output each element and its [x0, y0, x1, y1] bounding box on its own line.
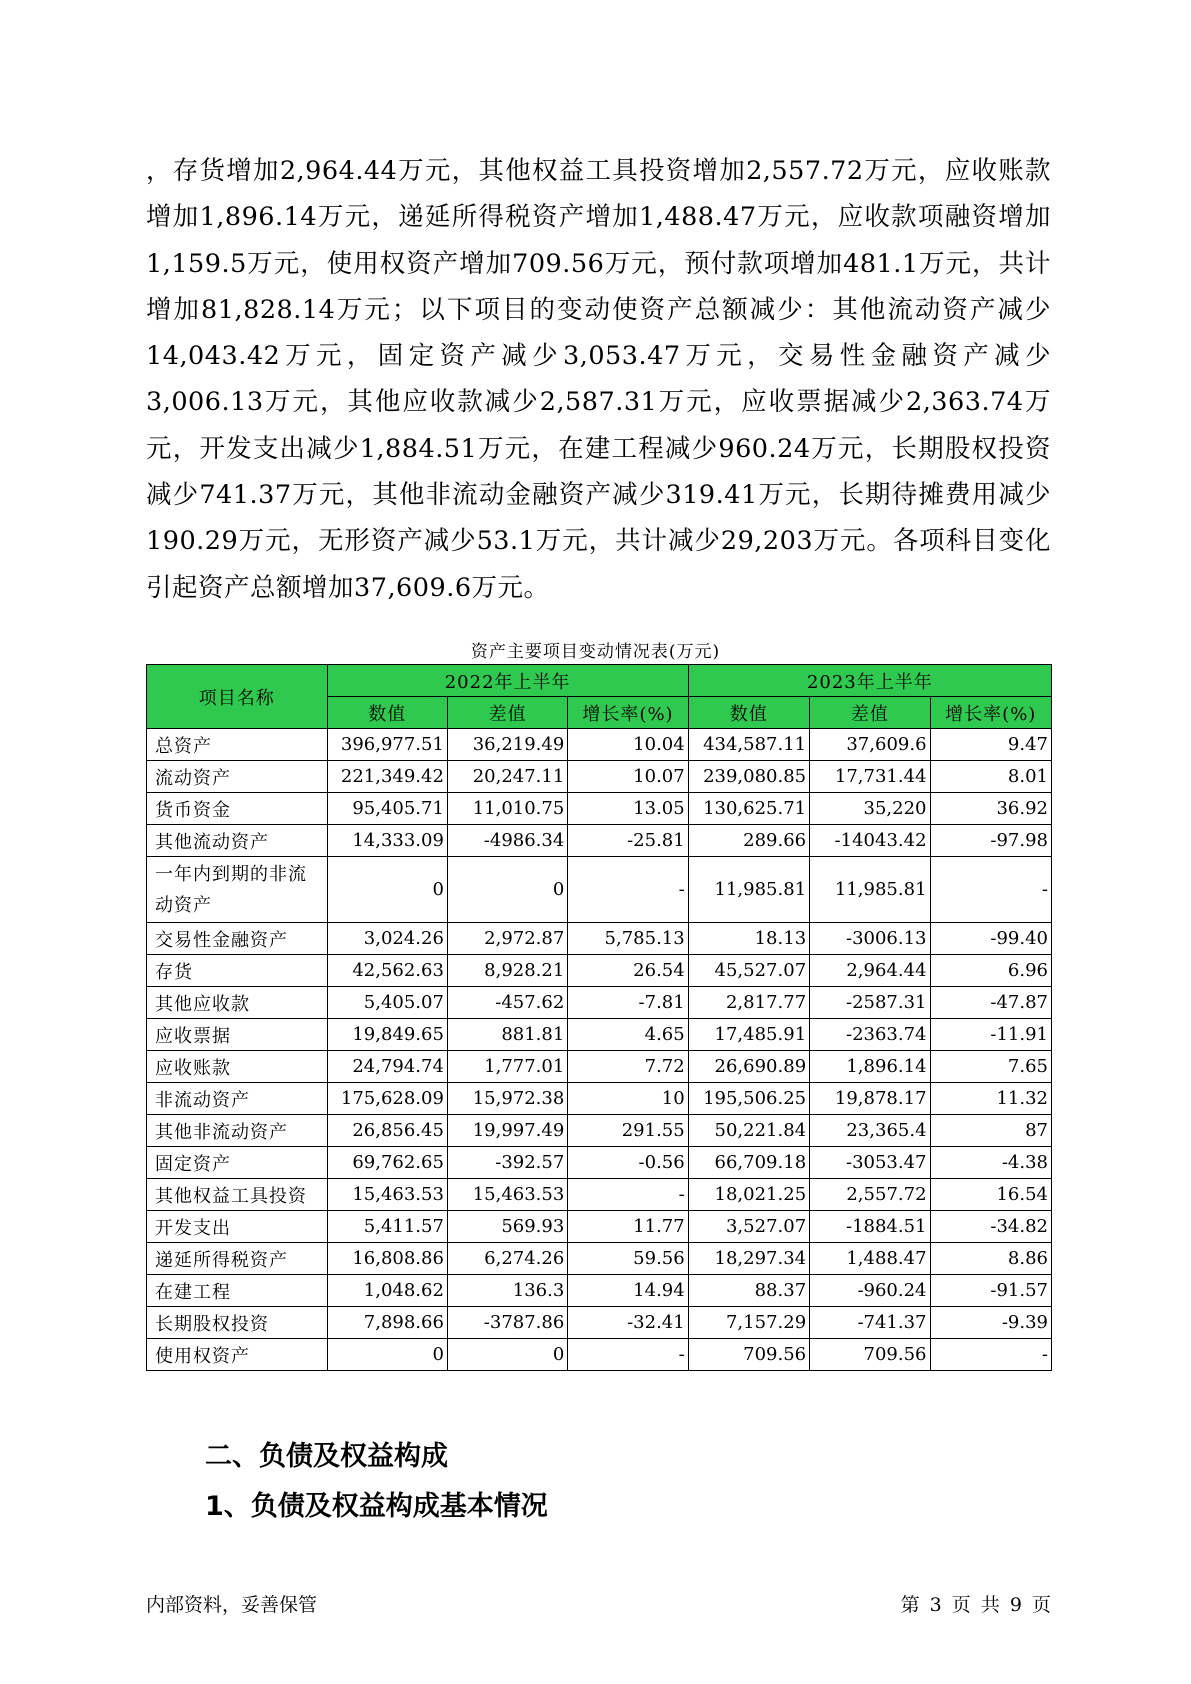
row-name: 交易性金融资产 [147, 923, 328, 955]
row-name: 长期股权投资 [147, 1307, 328, 1339]
row-name: 总资产 [147, 729, 328, 761]
growth-2023: - [930, 1339, 1051, 1371]
growth-2022: 11.77 [568, 1211, 688, 1243]
subheader-diff: 差值 [447, 697, 567, 729]
diff-2022: 136.3 [447, 1275, 567, 1307]
value-2022: 42,562.63 [327, 955, 447, 987]
value-2023: 289.66 [688, 825, 809, 857]
value-2022: 24,794.74 [327, 1051, 447, 1083]
diff-2023: 23,365.4 [810, 1115, 930, 1147]
diff-2022: -3787.86 [447, 1307, 567, 1339]
diff-2022: -4986.34 [447, 825, 567, 857]
growth-2023: - [930, 857, 1051, 923]
value-2022: 0 [327, 1339, 447, 1371]
table-row [147, 1275, 1052, 1307]
row-name: 其他非流动资产 [147, 1115, 328, 1147]
value-2023: 66,709.18 [688, 1147, 809, 1179]
value-2022: 19,849.65 [327, 1019, 447, 1051]
table-row [147, 1179, 1052, 1211]
body-paragraph: ，存货增加2,964.44万元，其他权益工具投资增加2,557.72万元，应收账款增加1,896.14万元，递延所得税资产增加1,488.47万元，应收款项融资增加1,159.5万元，使用权资产增加709.56万元，预付款项增加481.1万元，共计增加81,828.14万元；以下项目的变动使资产总额减少：其他流动资产减少14,043.42万元，固定资产减少3,053.47万元，交易性金融资产减少3,006.13万元，其他应收款减少2,587.31万元，应收票据减少2,363.74万元，开发支出减少1,884.51万元，在建工程减少960.24万元，长期股权投资减少741.37万元，其他非流动金融资产减少319.41万元，长期待摊费用减少190.29万元，无形资产减少53.1万元，共计减少29,203万元。各项科目变化引起资产总额增加37,609.6万元。 [146, 156, 1051, 603]
table-row [147, 955, 1052, 987]
diff-2023: 1,896.14 [810, 1051, 930, 1083]
diff-2022: 36,219.49 [447, 729, 567, 761]
row-name: 其他流动资产 [147, 825, 328, 857]
row-name: 非流动资产 [147, 1083, 328, 1115]
row-name: 一年内到期的非流动资产 [147, 857, 328, 923]
table-caption: 资产主要项目变动情况表(万元) [470, 642, 721, 662]
growth-2022: - [568, 1339, 688, 1371]
subheader-growth: 增长率(%) [568, 697, 688, 729]
table-row [147, 1115, 1052, 1147]
value-2023: 50,221.84 [688, 1115, 809, 1147]
growth-2022: 10.04 [568, 729, 688, 761]
value-2023: 2,817.77 [688, 987, 809, 1019]
diff-2022: -392.57 [447, 1147, 567, 1179]
diff-2022: 0 [447, 857, 567, 923]
table-row [147, 1307, 1052, 1339]
growth-2022: 10.07 [568, 761, 688, 793]
value-2023: 18,021.25 [688, 1179, 809, 1211]
diff-2023: -2587.31 [810, 987, 930, 1019]
value-2023: 88.37 [688, 1275, 809, 1307]
table-row [147, 729, 1052, 761]
diff-2023: 2,557.72 [810, 1179, 930, 1211]
value-2023: 195,506.25 [688, 1083, 809, 1115]
table-row [147, 1243, 1052, 1275]
table-row [147, 857, 1052, 923]
diff-2023: 11,985.81 [810, 857, 930, 923]
diff-2023: 19,878.17 [810, 1083, 930, 1115]
subheader-growth: 增长率(%) [930, 697, 1051, 729]
diff-2023: -3053.47 [810, 1147, 930, 1179]
table-body [147, 729, 1052, 1371]
value-2023: 7,157.29 [688, 1307, 809, 1339]
diff-2022: 11,010.75 [447, 793, 567, 825]
growth-2023: -91.57 [930, 1275, 1051, 1307]
diff-2023: 17,731.44 [810, 761, 930, 793]
growth-2022: 59.56 [568, 1243, 688, 1275]
growth-2023: -97.98 [930, 825, 1051, 857]
row-name: 固定资产 [147, 1147, 328, 1179]
growth-2023: 36.92 [930, 793, 1051, 825]
diff-2023: -741.37 [810, 1307, 930, 1339]
diff-2022: 8,928.21 [447, 955, 567, 987]
diff-2023: -3006.13 [810, 923, 930, 955]
value-2022: 69,762.65 [327, 1147, 447, 1179]
growth-2022: 14.94 [568, 1275, 688, 1307]
row-name: 流动资产 [147, 761, 328, 793]
diff-2022: 15,463.53 [447, 1179, 567, 1211]
growth-2022: - [568, 1179, 688, 1211]
value-2023: 709.56 [688, 1339, 809, 1371]
diff-2022: 0 [447, 1339, 567, 1371]
growth-2023: 6.96 [930, 955, 1051, 987]
value-2023: 3,527.07 [688, 1211, 809, 1243]
table-row [147, 923, 1052, 955]
subheader-value: 数值 [327, 697, 447, 729]
value-2023: 130,625.71 [688, 793, 809, 825]
growth-2023: -99.40 [930, 923, 1051, 955]
subheader-value: 数值 [688, 697, 809, 729]
growth-2022: 5,785.13 [568, 923, 688, 955]
growth-2022: 26.54 [568, 955, 688, 987]
growth-2022: -0.56 [568, 1147, 688, 1179]
growth-2023: -34.82 [930, 1211, 1051, 1243]
diff-2023: 2,964.44 [810, 955, 930, 987]
value-2022: 26,856.45 [327, 1115, 447, 1147]
diff-2023: 37,609.6 [810, 729, 930, 761]
value-2023: 11,985.81 [688, 857, 809, 923]
growth-2023: -4.38 [930, 1147, 1051, 1179]
value-2022: 7,898.66 [327, 1307, 447, 1339]
value-2022: 5,405.07 [327, 987, 447, 1019]
value-2022: 14,333.09 [327, 825, 447, 857]
header-item-name: 项目名称 [147, 665, 328, 729]
growth-2023: 87 [930, 1115, 1051, 1147]
value-2022: 396,977.51 [327, 729, 447, 761]
value-2022: 95,405.71 [327, 793, 447, 825]
row-name: 其他应收款 [147, 987, 328, 1019]
growth-2022: 7.72 [568, 1051, 688, 1083]
value-2022: 1,048.62 [327, 1275, 447, 1307]
growth-2023: 7.65 [930, 1051, 1051, 1083]
growth-2022: -25.81 [568, 825, 688, 857]
table-row [147, 761, 1052, 793]
table-row [147, 825, 1052, 857]
footer-page-number: 第 3 页 共 9 页 [900, 1594, 1051, 1616]
subheader-diff: 差值 [810, 697, 930, 729]
diff-2022: 6,274.26 [447, 1243, 567, 1275]
diff-2022: 15,972.38 [447, 1083, 567, 1115]
diff-2023: 709.56 [810, 1339, 930, 1371]
value-2022: 175,628.09 [327, 1083, 447, 1115]
growth-2023: 16.54 [930, 1179, 1051, 1211]
diff-2022: 20,247.11 [447, 761, 567, 793]
table-row [147, 1083, 1052, 1115]
value-2023: 239,080.85 [688, 761, 809, 793]
diff-2022: 19,997.49 [447, 1115, 567, 1147]
row-name: 应收票据 [147, 1019, 328, 1051]
diff-2023: 1,488.47 [810, 1243, 930, 1275]
table-row [147, 1147, 1052, 1179]
diff-2023: -14043.42 [810, 825, 930, 857]
diff-2022: -457.62 [447, 987, 567, 1019]
growth-2022: 291.55 [568, 1115, 688, 1147]
value-2023: 26,690.89 [688, 1051, 809, 1083]
row-name: 开发支出 [147, 1211, 328, 1243]
row-name: 货币资金 [147, 793, 328, 825]
row-name: 其他权益工具投资 [147, 1179, 328, 1211]
value-2022: 16,808.86 [327, 1243, 447, 1275]
diff-2023: -1884.51 [810, 1211, 930, 1243]
value-2023: 18,297.34 [688, 1243, 809, 1275]
diff-2022: 881.81 [447, 1019, 567, 1051]
growth-2023: -11.91 [930, 1019, 1051, 1051]
table-row [147, 1339, 1052, 1371]
footer-confidential: 内部资料，妥善保管 [146, 1594, 318, 1616]
diff-2023: -2363.74 [810, 1019, 930, 1051]
value-2023: 17,485.91 [688, 1019, 809, 1051]
growth-2023: -47.87 [930, 987, 1051, 1019]
diff-2022: 1,777.01 [447, 1051, 567, 1083]
section-heading: 二、负债及权益构成 [205, 1441, 448, 1472]
growth-2022: 13.05 [568, 793, 688, 825]
row-name: 使用权资产 [147, 1339, 328, 1371]
row-name: 应收账款 [147, 1051, 328, 1083]
table-row [147, 793, 1052, 825]
header-period-2022: 2022年上半年 [327, 665, 688, 697]
growth-2023: 8.01 [930, 761, 1051, 793]
value-2022: 3,024.26 [327, 923, 447, 955]
table-row [147, 1051, 1052, 1083]
diff-2022: 569.93 [447, 1211, 567, 1243]
row-name: 递延所得税资产 [147, 1243, 328, 1275]
growth-2023: -9.39 [930, 1307, 1051, 1339]
growth-2022: 10 [568, 1083, 688, 1115]
table-row [147, 987, 1052, 1019]
value-2023: 18.13 [688, 923, 809, 955]
growth-2023: 11.32 [930, 1083, 1051, 1115]
table-row [147, 1019, 1052, 1051]
growth-2023: 8.86 [930, 1243, 1051, 1275]
value-2022: 5,411.57 [327, 1211, 447, 1243]
growth-2022: -32.41 [568, 1307, 688, 1339]
row-name: 在建工程 [147, 1275, 328, 1307]
subsection-heading: 1、负债及权益构成基本情况 [205, 1491, 548, 1522]
diff-2022: 2,972.87 [447, 923, 567, 955]
value-2022: 221,349.42 [327, 761, 447, 793]
value-2022: 15,463.53 [327, 1179, 447, 1211]
growth-2022: -7.81 [568, 987, 688, 1019]
growth-2022: - [568, 857, 688, 923]
asset-change-table [146, 664, 1052, 1371]
row-name: 存货 [147, 955, 328, 987]
diff-2023: -960.24 [810, 1275, 930, 1307]
header-period-2023: 2023年上半年 [688, 665, 1051, 697]
growth-2022: 4.65 [568, 1019, 688, 1051]
value-2023: 434,587.11 [688, 729, 809, 761]
diff-2023: 35,220 [810, 793, 930, 825]
value-2023: 45,527.07 [688, 955, 809, 987]
growth-2023: 9.47 [930, 729, 1051, 761]
table-row [147, 1211, 1052, 1243]
value-2022: 0 [327, 857, 447, 923]
